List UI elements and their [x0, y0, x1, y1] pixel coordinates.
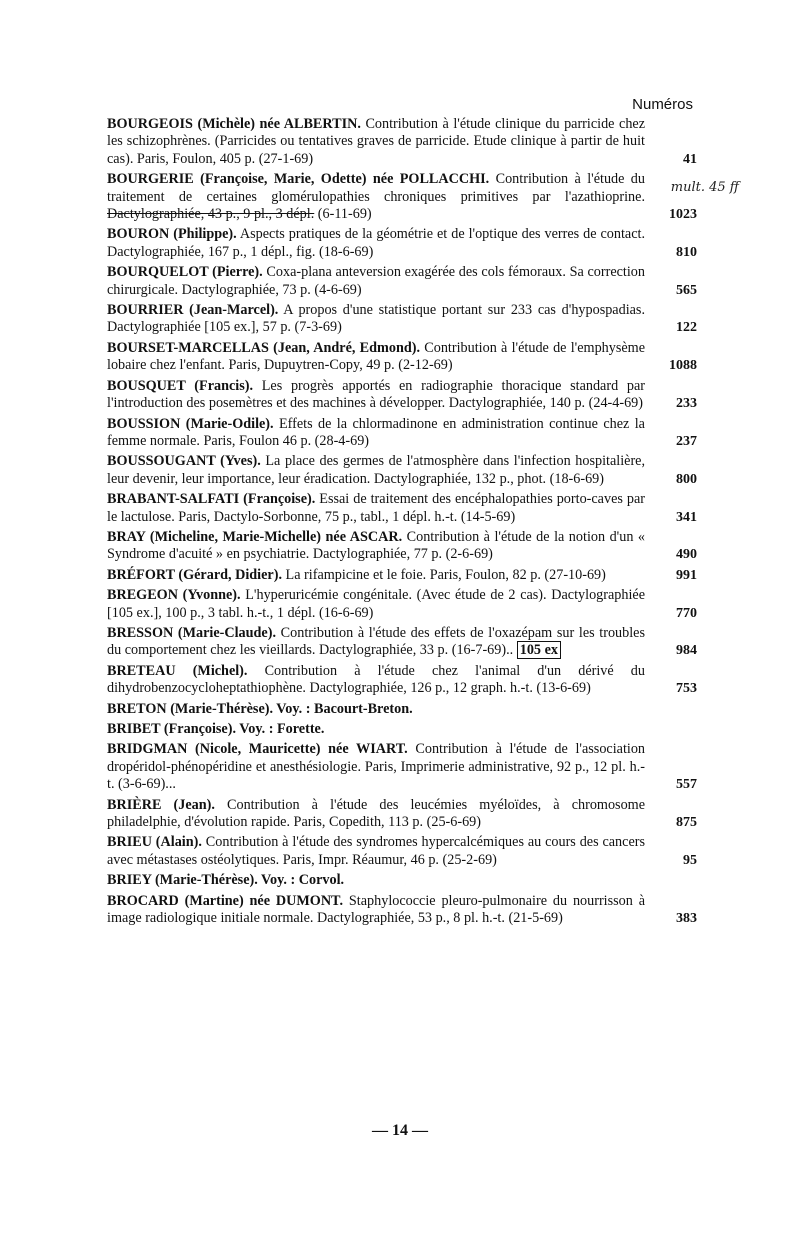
entry-number: 810	[676, 244, 697, 260]
entry-body: Effets de la chlormadinone en administration continue chez la femme normale. Paris, Foulon 46 p. (28-4-69)	[107, 415, 645, 449]
entry-body: L'hyperuricémie congénitale. (Avec étude de 2 cas). Dactylographiée [105 ex.], 100 p., 3 tabl. h.-t., 1 dépl. (16-6-69)	[107, 587, 646, 621]
entry-bribet	[107, 721, 697, 738]
entry-number: 237	[676, 433, 697, 449]
entry-body: Coxa-plana anteversion exagérée des cols fémoraux. Sa correction chirurgicale. Dactylographiée, 73 p. (4-6-69)	[107, 264, 645, 298]
entry-head: BRIEU (Alain).	[107, 834, 202, 851]
entry-bourquelot	[107, 264, 697, 299]
entry-number: 490	[676, 547, 697, 563]
struck-text: Dactylographiée, 43 p., 9 pl., 3 dépl.	[107, 206, 315, 223]
entry-number: 565	[676, 282, 697, 298]
entry-bourrier	[107, 302, 697, 337]
entry-number: 383	[676, 911, 697, 927]
entry-body-tail: (6-11-69)	[317, 206, 372, 223]
entry-number: 341	[676, 509, 697, 525]
entry-head: BOURQUELOT (Pierre).	[107, 264, 263, 281]
entry-number: 41	[683, 151, 697, 167]
entry-briere	[107, 797, 697, 832]
entry-number: 753	[676, 681, 697, 697]
entry-head: BRÉFORT (Gérard, Didier).	[107, 566, 282, 583]
entry-bresson	[107, 625, 697, 660]
entry-bourgerie	[107, 171, 739, 223]
page-number: — 14 —	[372, 1122, 428, 1139]
entry-head: BROCARD (Martine) née DUMONT.	[107, 892, 344, 909]
entry-head: BOURON (Philippe).	[107, 226, 237, 243]
entry-head: BREGEON (Yvonne).	[107, 587, 241, 604]
entry-brocard	[107, 893, 697, 928]
entry-body: Contribution à l'étude des effets de l'oxazépam sur les troubles du comportement chez les vieillards. Dactylographiée, 33 p. (16-7-69)..	[107, 624, 646, 659]
entry-list	[107, 116, 739, 930]
entry-body: Contribution à l'étude chez l'animal d'un dérivé du dihydrobenzocycloheptathiophène. Dactylographiée, 126 p., 12 graph. h.-t. (13-6-69)	[107, 662, 645, 697]
entry-bousquet	[107, 378, 697, 413]
entry-body: La place des germes de l'atmosphère dans l'infection hospitalière, leur devenir, leur importance, leur éradication. Dactylographiée, 132 p., phot. (18-6-69)	[107, 453, 646, 487]
entry-body: Staphylococcie pleuro-pulmonaire du nourrisson à image radiologique initiale normale. Dactylographiée, 53 p., 8 pl. h.-t. (21-5-69)	[107, 892, 646, 927]
entry-number: 1088	[669, 358, 697, 374]
entry-head: BOURGEOIS (Michèle) née ALBERTIN.	[107, 116, 361, 132]
column-header-numeros: Numéros	[632, 96, 693, 113]
handwritten-note: mult. 45 ff	[670, 180, 739, 196]
entry-breton	[107, 701, 697, 718]
entry-head: BRIDGMAN (Nicole, Mauricette) née WIART.	[107, 741, 408, 758]
entry-number: 557	[676, 777, 697, 793]
entry-bourset-marcellas	[107, 340, 697, 375]
entry-head: BRIBET (Françoise). Voy. : Forette.	[107, 721, 325, 737]
entry-bray	[107, 529, 697, 564]
entry-brefort	[107, 567, 697, 584]
entry-head: BRIÈRE (Jean).	[107, 796, 215, 813]
entry-number: 800	[676, 471, 697, 487]
entry-body: Aspects pratiques de la géométrie et de l'optique des verres de contact. Dactylographiée, 167 p., 1 dépl., fig. (18-6-69)	[107, 226, 645, 260]
entry-number: 1023	[669, 207, 697, 223]
entry-number: 991	[676, 567, 697, 583]
entry-head: BOURSET-MARCELLAS (Jean, André, Edmond).	[107, 339, 421, 356]
entry-body: Contribution à l'étude des syndromes hypercalcémiques au cours des cancers avec métastases ostéolytiques. Paris, Impr. Réaumur, 46 p. (25-2-69)	[107, 834, 645, 868]
entry-number: 984	[676, 643, 697, 659]
entry-body: Contribution à l'étude de l'association dropéridol-phénopéridine et anesthésiologie. Paris, Imprimerie administrative, 92 p., 12 pl. h.-t. (3-6-69)...	[107, 741, 646, 793]
entry-body: Contribution à l'étude du traitement de certaines glomérulopathies chroniques primitives par l'azathioprine.	[107, 171, 645, 205]
entry-body: Les progrès apportés en radiographie thoracique standard par l'introduction des posemètres et des machines à développer. Dactylographiée, 140 p. (24-4-69)	[107, 377, 645, 412]
handwritten-stamp: 105 ex	[517, 641, 561, 659]
entry-bregeon	[107, 587, 697, 622]
entry-head: BOUSSION (Marie-Odile).	[107, 415, 274, 432]
entry-head: BOUSSOUGANT (Yves).	[107, 453, 261, 470]
entry-number: 233	[676, 396, 697, 412]
entry-body: Contribution à l'étude de l'emphysème lobaire chez l'enfant. Paris, Dupuytren-Copy, 49 p. (2-12-69)	[107, 339, 646, 374]
entry-boussougant	[107, 453, 697, 488]
entry-bouron	[107, 226, 697, 261]
entry-body: Contribution à l'étude clinique du parricide chez les schizophrènes. (Parricides ou tentatives graves de parricide. Etude clinique à partir de huit cas). Paris, Foulon, 405 p. (27-1-69)	[107, 116, 646, 167]
entry-head: BRAY (Micheline, Marie-Michelle) née ASCAR.	[107, 528, 403, 545]
entry-body: La rifampicine et le foie. Paris, Foulon, 82 p. (27-10-69)	[285, 566, 606, 583]
entry-number: 122	[676, 320, 697, 336]
entry-breteau	[107, 663, 697, 698]
entry-briey	[107, 872, 697, 889]
entry-number: 770	[676, 605, 697, 621]
entry-number: 95	[683, 852, 697, 868]
entry-body: Essai de traitement des encéphalopathies porto-caves par le lactulose. Paris, Dactylo-Sorbonne, 75 p., tabl., 1 dépl. h.-t. (14-5-69)	[107, 491, 646, 525]
entry-head: BOURRIER (Jean-Marcel).	[107, 302, 279, 319]
entry-brabant-salfati	[107, 491, 697, 526]
entry-bourgeois	[107, 116, 697, 168]
entry-number: 875	[676, 815, 697, 831]
entry-body: Contribution à l'étude de la notion d'un « Syndrome d'acuité » en psychiatrie. Dactylographiée, 77 p. (2-6-69)	[107, 528, 646, 563]
entry-brieu	[107, 834, 697, 869]
entry-head: BRABANT-SALFATI (Françoise).	[107, 491, 316, 508]
entry-head: BOURGERIE (Françoise, Marie, Odette) née POLLACCHI.	[107, 171, 490, 188]
entry-head: BRETEAU (Michel).	[107, 662, 248, 679]
entry-boussion	[107, 416, 697, 451]
entry-head: BRETON (Marie-Thérèse). Voy. : Bacourt-Breton.	[107, 700, 413, 717]
entry-body: Contribution à l'étude des leucémies myéloïdes, à chromosome philadelphie, d'évolution rapide. Paris, Copedith, 113 p. (25-6-69)	[107, 796, 645, 831]
entry-head: BRIEY (Marie-Thérèse). Voy. : Corvol.	[107, 872, 345, 889]
entry-body: A propos d'une statistique portant sur 233 cas d'hypospadias. Dactylographiée [105 ex.], 57 p. (7-3-69)	[107, 302, 646, 336]
entry-bridgman	[107, 741, 697, 793]
entry-head: BOUSQUET (Francis).	[107, 377, 254, 394]
entry-head: BRESSON (Marie-Claude).	[107, 624, 276, 641]
